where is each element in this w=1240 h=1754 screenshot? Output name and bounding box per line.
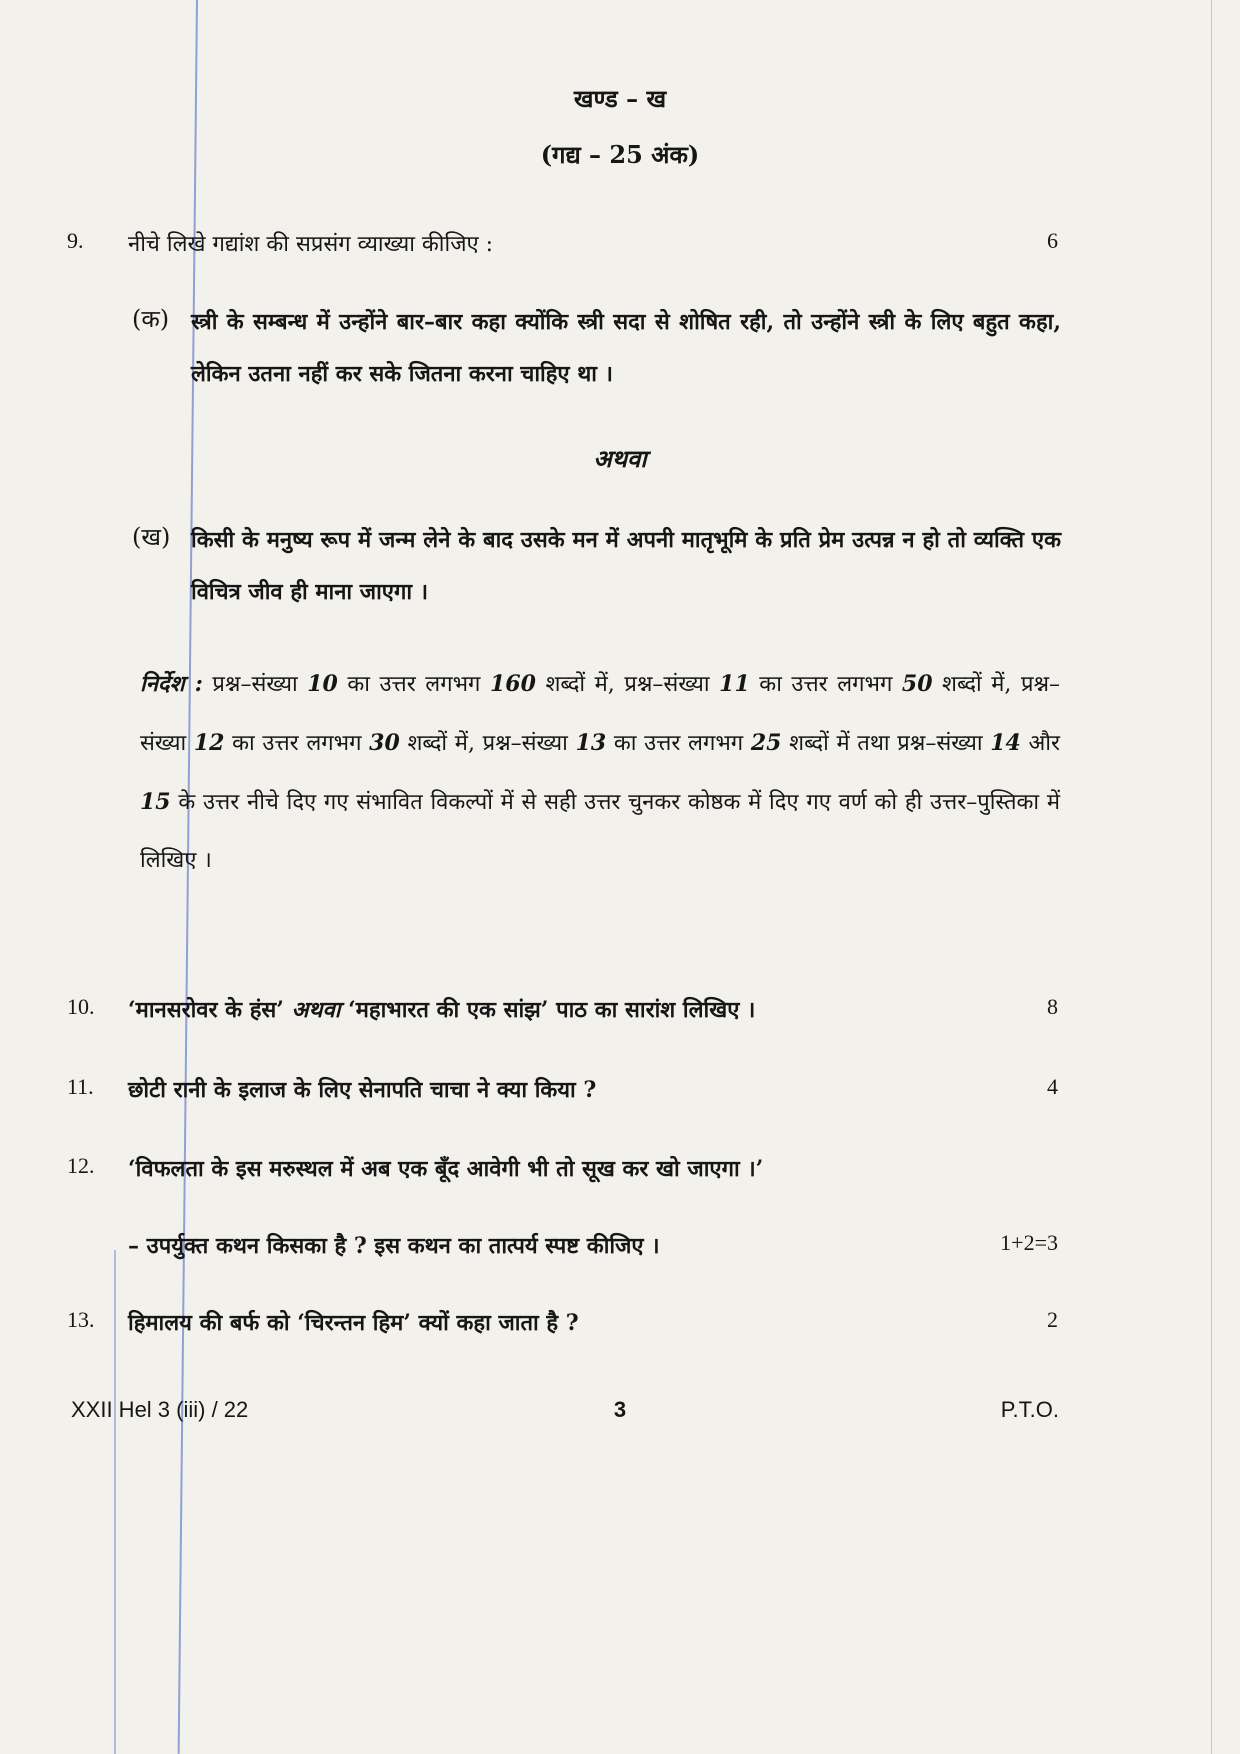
instructions-label: निर्देश : [140,671,203,697]
question-number: 9. [67,228,84,253]
marks: 2 [1047,1307,1058,1332]
marks: 1+2=3 [1000,1230,1058,1255]
paper-code: XXII Hel 3 (iii) / 22 [71,1397,249,1422]
marks: 8 [1047,994,1058,1019]
question-13-text: हिमालय की बर्फ को ‘चिरन्तन हिम’ क्यों कहा जाता है ? [128,1310,579,1336]
section-title: खण्ड – ख [573,84,667,113]
question-12-quote: ‘विफलता के इस मरुस्थल में अब एक बूँद आवेगी भी तो सूख कर खो जाएगा ।’ [128,1156,764,1182]
question-12-text: – उपर्युक्त कथन किसका है ? इस कथन का तात्पर्य स्पष्ट कीजिए । [128,1233,660,1259]
instructions: निर्देश : प्रश्न–संख्या 10 का उत्तर लगभग 160 शब्दों में, प्रश्न–संख्या 11 का उत्तर लगभग 50 शब्दों में, प्रश्न–संख्या 12 का उत्तर लगभग 30 शब्दों में, प्रश्न–संख्या 13 का उत्तर लगभग 25 शब्दों में तथा प्रश्न–संख्या 14 और 15 के उत्तर नीचे दिए गए संभावित विकल्पों में से सही उत्तर चुनकर कोष्ठक में दिए गए वर्ण को ही उत्तर–पुस्तिका में लिखिए । [140,671,1061,873]
question-number: 10. [67,994,95,1019]
passage-b: किसी के मनुष्य रूप में जन्म लेने के बाद उसके मन में अपनी मातृभूमि के प्रति प्रेम उत्पन्न न हो तो व्यक्ति एक विचित्र जीव ही माना जाएगा । [191,527,1061,605]
pto-label: P.T.O. [1000,1397,1059,1422]
or-label: अथवा [593,444,647,473]
option-label: (ख) [132,523,171,551]
page-number: 3 [613,1397,627,1422]
question-10-text: ‘मानसरोवर के हंस’ अथवा ‘महाभारत की एक सांझ’ पाठ का सारांश लिखिए । [128,997,756,1023]
passage-a: स्त्री के सम्बन्ध में उन्होंने बार–बार कहा क्योंकि स्त्री सदा से शोषित रही, तो उन्होंने स्त्री के लिए बहुत कहा, लेकिन उतना नहीं कर सके जितना करना चाहिए था । [191,309,1061,387]
option-label: (क) [132,305,170,333]
margin-rule [114,1250,116,1754]
question-9-prompt: नीचे लिखे गद्यांश की सप्रसंग व्याख्या कीजिए : [128,232,494,257]
question-number: 11. [67,1074,94,1099]
marks: 4 [1047,1074,1058,1099]
question-number: 12. [67,1153,95,1178]
marks: 6 [1047,228,1058,253]
question-number: 13. [67,1307,95,1332]
section-subtitle: (गद्य – 25 अंक) [540,140,700,169]
page-fold [1211,0,1212,1754]
question-11-text: छोटी रानी के इलाज के लिए सेनापति चाचा ने क्या किया ? [128,1077,597,1103]
